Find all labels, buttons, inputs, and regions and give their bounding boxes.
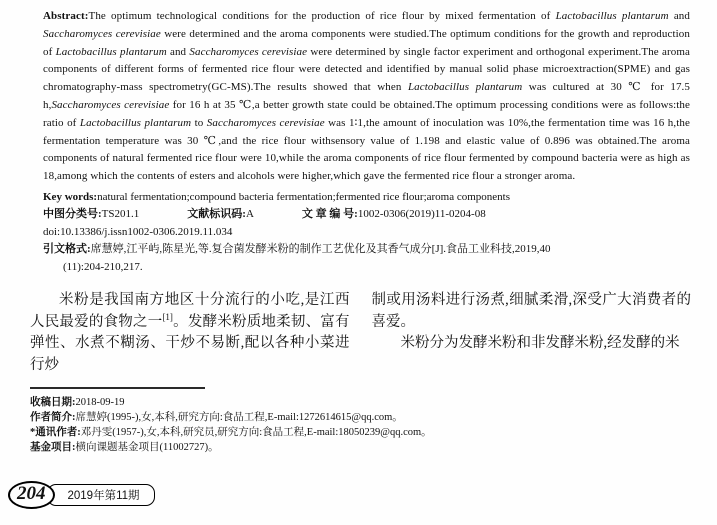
left-text-2: 。发酵米粉质地柔韧、富有弹性、水煮不糊汤、干炒不易断,配以各种小菜进行炒 bbox=[30, 313, 350, 374]
front-matter bbox=[43, 8, 690, 276]
doc-code-label: 文献标识码: bbox=[187, 208, 246, 221]
left-column bbox=[30, 290, 350, 377]
left-text-1: 米粉是我国南方地区十分流行的小吃,是江西人民最爱的食物之一 bbox=[30, 292, 350, 330]
right-paragraph-1: 制或用汤料进行汤煮,细腻柔滑,深受广大消费者的喜爱。 bbox=[371, 292, 691, 330]
right-paragraph-2: 米粉分为发酵米粉和非发酵米粉,经发酵的米 bbox=[400, 335, 680, 352]
footnote-rule bbox=[30, 387, 205, 389]
author-bio-line bbox=[30, 410, 691, 425]
citation-label: 引文格式: bbox=[43, 243, 91, 256]
article-id-value: 1002-0306(2019)11-0204-08 bbox=[357, 208, 486, 221]
abstract-label: Abstract: bbox=[43, 10, 89, 22]
reference-1: [1] bbox=[162, 311, 173, 322]
received-date-label: 收稿日期: bbox=[30, 396, 76, 408]
doc-code-item bbox=[187, 208, 254, 220]
received-date-value: 2018-09-19 bbox=[75, 396, 125, 408]
right-column bbox=[372, 290, 692, 377]
clc-label: 中图分类号: bbox=[43, 208, 102, 221]
keywords-label: Key words: bbox=[43, 190, 98, 203]
abstract-paragraph bbox=[43, 8, 690, 186]
keywords-text: natural fermentation;compound bacteria fermentation;fermented rice flour;aroma components bbox=[97, 190, 511, 203]
citation-text-1: 席慧婷,江平屿,陈星光,等.复合菌发酵米粉的制作工艺优化及其香气成分[J].食品工业科技,2019,40 bbox=[90, 243, 551, 256]
received-date-line bbox=[30, 395, 691, 410]
doc-code-value: A bbox=[245, 208, 254, 221]
corresponding-author-line bbox=[30, 425, 691, 440]
fund-project-value: 横向课题基金项目(11002727)。 bbox=[75, 441, 219, 453]
page-footer bbox=[8, 481, 155, 509]
clc-value: TS201.1 bbox=[101, 208, 140, 221]
fund-project-label: 基金项目: bbox=[30, 441, 76, 453]
clc-item bbox=[43, 208, 139, 220]
article-id-label: 文 章 编 号: bbox=[301, 208, 358, 221]
abstract-text: The optimum technological conditions for the production of rice flour by mixed fermentation of Lactobacillus plantarum and Saccharomyces cerevisiae were determined and the aroma components were studied.The optimum conditions for the growth and reproduction of Lactobacillus plantarum and Saccharomyces cerevisiae were determined by single factor experiment and orthogonal experiment.The aroma components of different forms of fermented rice flour were detected and identified by manual solid phase microextraction(SPME) and gas chromatography-mass spectrometry(GC-MS).The results showed that when Lactobacillus plantarum was cultured at 30 ℃ for 17.5 h,Saccharomyces cerevisiae for 16 h at 35 ℃,a better growth state could be obtained.The optimum processing conditions were as follows:the ratio of Lactobacillus plantarum to Saccharomyces cerevisiae was 1∶1,the amount of inoculation was 10%,the fermentation time was 16 h,the fermentation temperature was 30 ℃,and the rice flour withsensory value of 1.198 and elastic value of 0.896 was obtained.The aroma components of natural fermented rice flour were 10,while the aroma components of rice flour fermented by compound bacteria were as high as 18,among which the contents of esters and alcohols were higher,which gave the fermented rice flour a stronger aroma. bbox=[43, 10, 691, 183]
keywords-line bbox=[43, 189, 690, 206]
author-bio-label: 作者简介: bbox=[30, 411, 76, 423]
corresponding-author-value: 邓丹雯(1957-),女,本科,研究员,研究方向:食品工程,E-mail:18050239@qq.com。 bbox=[80, 426, 432, 438]
corresponding-author-label: *通讯作者: bbox=[30, 426, 81, 438]
left-paragraph bbox=[30, 290, 350, 377]
body-columns bbox=[30, 290, 691, 377]
footnotes bbox=[30, 387, 691, 455]
article-id-item bbox=[302, 208, 486, 220]
doi-line: doi:10.13386/j.issn1002-0306.2019.11.034 bbox=[43, 225, 233, 238]
citation-text-2: (11):204-210,217. bbox=[63, 260, 143, 273]
issue-badge: 2019年第11期 bbox=[47, 484, 155, 506]
fund-project-line bbox=[30, 440, 691, 455]
author-bio-value: 席慧婷(1995-),女,本科,研究方向:食品工程,E-mail:1272614615@qq.com。 bbox=[75, 411, 403, 423]
citation-line bbox=[43, 241, 690, 276]
page-number: 204 bbox=[8, 481, 55, 509]
classification-line bbox=[43, 206, 690, 223]
